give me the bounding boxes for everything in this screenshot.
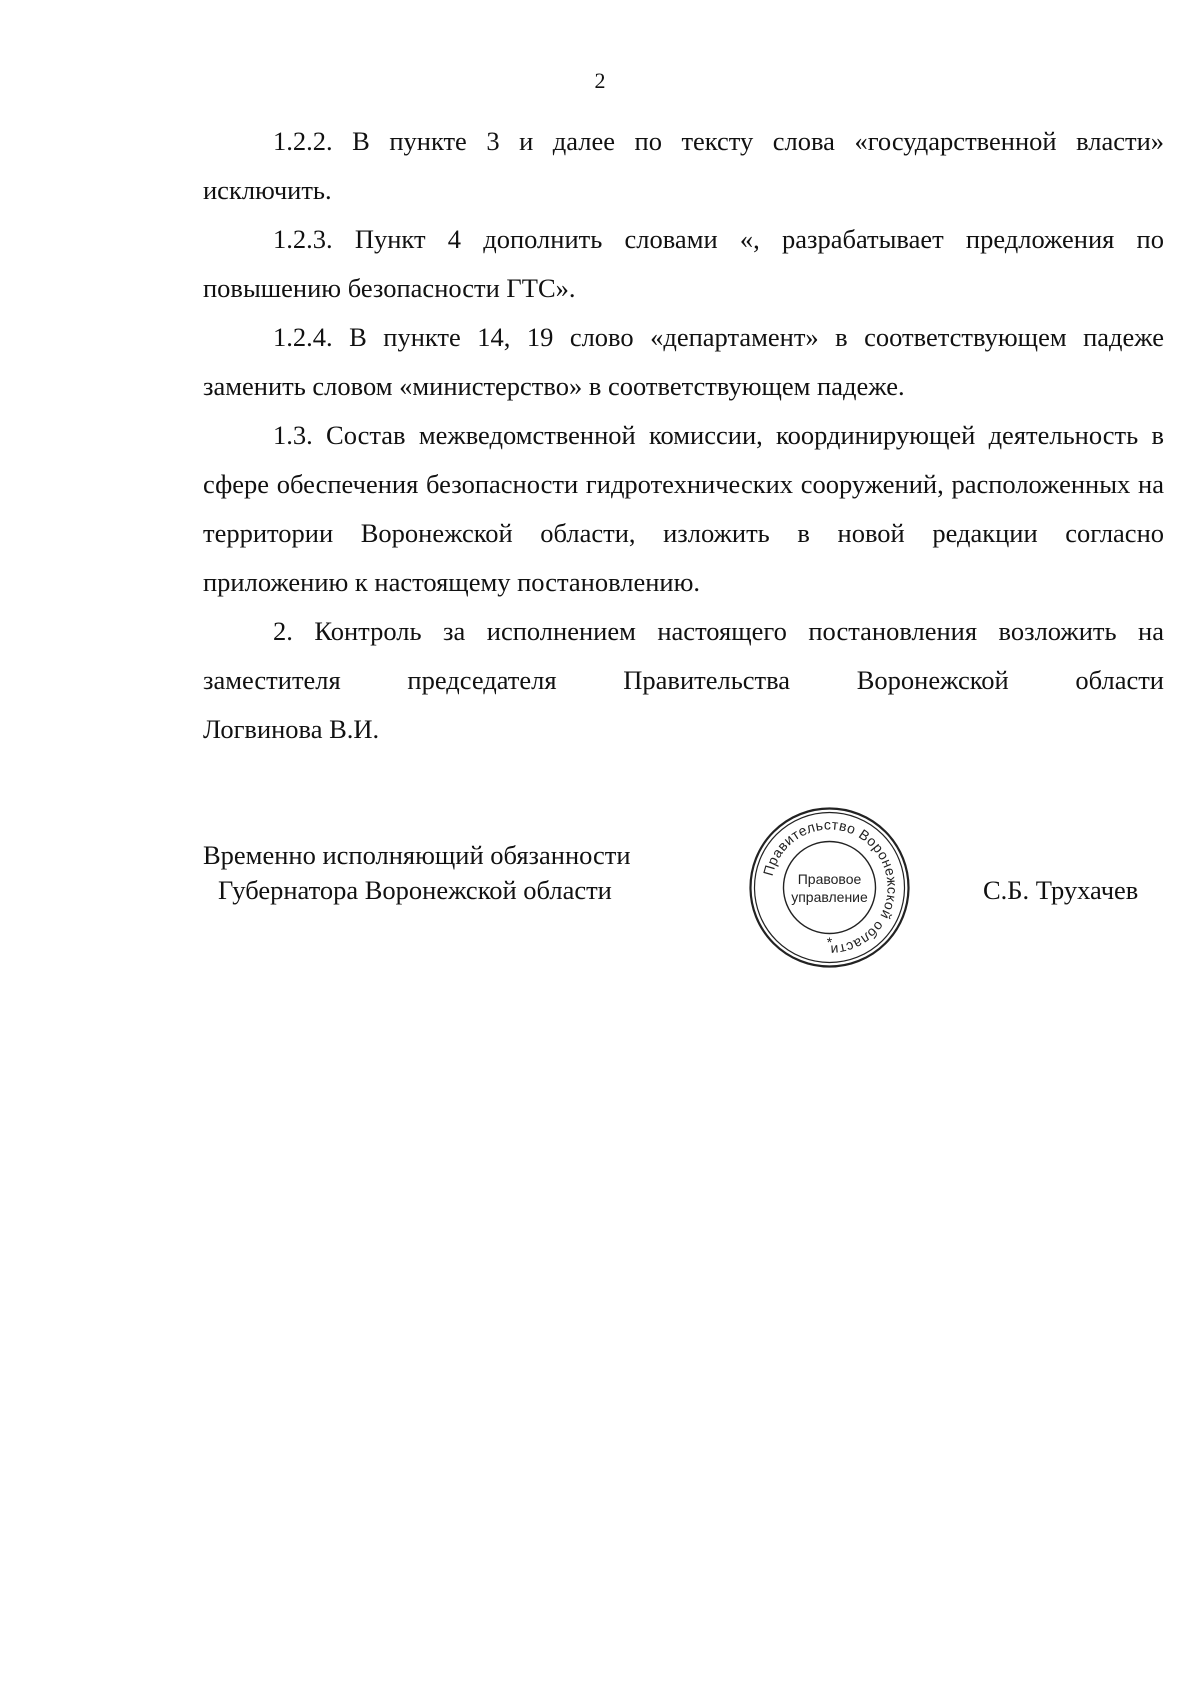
signature-title-line-2: Губернатора Воронежской области	[218, 875, 612, 905]
stamp-ring-text: Правительство Воронежской области	[759, 816, 901, 959]
stamp-center	[747, 805, 912, 970]
page-number: 2	[594, 68, 606, 93]
official-stamp	[747, 805, 912, 970]
stamp-center-line-2: управление	[791, 888, 868, 905]
signature-title-line-1: Временно исполняющий обязанности	[203, 840, 631, 870]
paragraph-2: 2. Контроль за исполнением настоящего постановления возложить на заместителя председателя Правительства Воронежской области	[203, 616, 1164, 695]
document-body	[203, 117, 1164, 754]
signer-name: С.Б. Трухачев	[983, 875, 1139, 905]
signature-title	[203, 838, 673, 908]
stamp-star: *	[826, 934, 833, 950]
paragraph-2-continuation: Логвинова В.И.	[203, 714, 380, 744]
paragraph-1-2-3: 1.2.3. Пункт 4 дополнить словами «, разрабатывает предложения по повышению безопасности ГТС».	[203, 224, 1164, 303]
paragraph-1-2-2: 1.2.2. В пункте 3 и далее по тексту слова «государственной власти» исключить.	[203, 126, 1164, 205]
paragraph-1-2-4: 1.2.4. В пункте 14, 19 слово «департамент» в соответствующем падеже заменить словом «министерство» в соответствующем падеже.	[203, 322, 1164, 401]
paragraph-1-3: 1.3. Состав межведомственной комиссии, координирующей деятельность в сфере обеспечения безопасности гидротехнических сооружений, расположенных на территории Воронежской области, изложить в новой редакции согласно приложению к настоящему постановлению.	[203, 420, 1164, 597]
stamp-center-line-1: Правовое	[797, 870, 862, 887]
